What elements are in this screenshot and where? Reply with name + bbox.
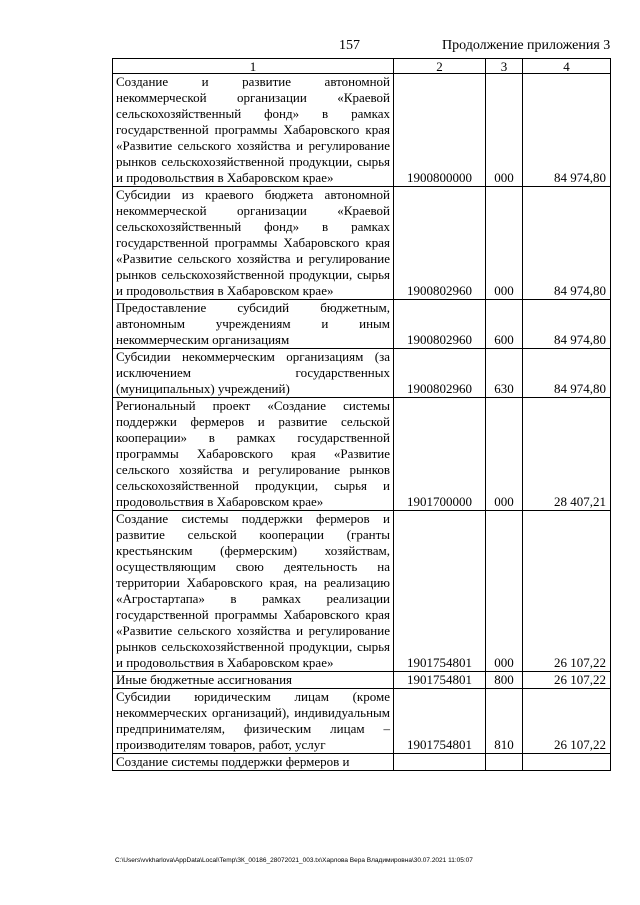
row-type: [486, 754, 523, 771]
row-amount: 84 974,80: [523, 349, 611, 398]
row-code: 1901754801: [394, 672, 486, 689]
row-code: 1901754801: [394, 511, 486, 672]
row-type: 800: [486, 672, 523, 689]
row-amount: 84 974,80: [523, 187, 611, 300]
table-row: [113, 398, 611, 511]
row-type: 600: [486, 300, 523, 349]
row-description: Субсидии из краевого бюджета автономной некоммерческой организации «Краевой сельскохозяйственный фонд» в рамках государственной программы Хабаровского края «Развитие сельского хозяйства и регулирование рынков сельскохозяйственной продукции, сырья и продовольствия в Хабаровском крае»: [113, 187, 394, 300]
document-path-footer: C:\Users\vvkharlova\AppData\Local\Temp\ЗК_00186_28072021_003.tx\Харлова Вера Владимировна\30.07.2021 11:05:07: [115, 857, 473, 864]
table-row: [113, 349, 611, 398]
row-description: Создание системы поддержки фермеров и развитие сельской кооперации (гранты крестьянским (фермерским) хозяйствам, осуществляющим свою деятельность на территории Хабаровского края, на реализацию «Агростартапа» в рамках реализации государственной программы Хабаровского края «Развитие сельского хозяйства и регулирование рынков сельскохозяйственной продукции, сырья и продовольствия в Хабаровском крае»: [113, 511, 394, 672]
column-header: 1: [113, 59, 394, 74]
row-code: 1900802960: [394, 300, 486, 349]
column-header: 2: [394, 59, 486, 74]
column-header: 4: [523, 59, 611, 74]
table-row: [113, 689, 611, 754]
row-type: 810: [486, 689, 523, 754]
row-description: Региональный проект «Создание системы поддержки фермеров и развитие сельской кооперации» в рамках государственной программы Хабаровского края «Развитие сельского хозяйства и регулирование рынков сельскохозяйственной продукции, сырья и продовольствия в Хабаровском крае»: [113, 398, 394, 511]
row-description: Создание системы поддержки фермеров и: [113, 754, 394, 771]
row-description: Субсидии юридическим лицам (кроме некоммерческих организаций), индивидуальным предпринимателям, физическим лицам – производителям товаров, работ, услуг: [113, 689, 394, 754]
row-code: [394, 754, 486, 771]
row-description: Предоставление субсидий бюджетным, автономным учреждениям и иным некоммерческим организациям: [113, 300, 394, 349]
table-row: [113, 511, 611, 672]
row-type: 630: [486, 349, 523, 398]
row-code: 1900800000: [394, 74, 486, 187]
row-description: Иные бюджетные ассигнования: [113, 672, 394, 689]
row-amount: 26 107,22: [523, 511, 611, 672]
row-type: 000: [486, 187, 523, 300]
table-row: [113, 672, 611, 689]
table-header-row: [113, 59, 611, 74]
table-row: [113, 754, 611, 771]
row-description: Субсидии некоммерческим организациям (за исключением государственных (муниципальных) учреждений): [113, 349, 394, 398]
row-amount: 28 407,21: [523, 398, 611, 511]
row-code: 1900802960: [394, 349, 486, 398]
row-type: 000: [486, 398, 523, 511]
budget-table: [112, 58, 611, 771]
column-header: 3: [486, 59, 523, 74]
table-row: [113, 74, 611, 187]
row-amount: 84 974,80: [523, 300, 611, 349]
row-description: Создание и развитие автономной некоммерческой организации «Краевой сельскохозяйственный фонд» в рамках государственной программы Хабаровского края «Развитие сельского хозяйства и регулирование рынков сельскохозяйственной продукции, сырья и продовольствия в Хабаровском крае»: [113, 74, 394, 187]
row-amount: [523, 754, 611, 771]
row-type: 000: [486, 74, 523, 187]
page-number: 157: [339, 38, 360, 53]
row-code: 1900802960: [394, 187, 486, 300]
table-row: [113, 300, 611, 349]
row-code: 1901754801: [394, 689, 486, 754]
table-row: [113, 187, 611, 300]
row-amount: 84 974,80: [523, 74, 611, 187]
continuation-title: Продолжение приложения 3: [442, 38, 611, 53]
row-type: 000: [486, 511, 523, 672]
row-code: 1901700000: [394, 398, 486, 511]
row-amount: 26 107,22: [523, 672, 611, 689]
row-amount: 26 107,22: [523, 689, 611, 754]
